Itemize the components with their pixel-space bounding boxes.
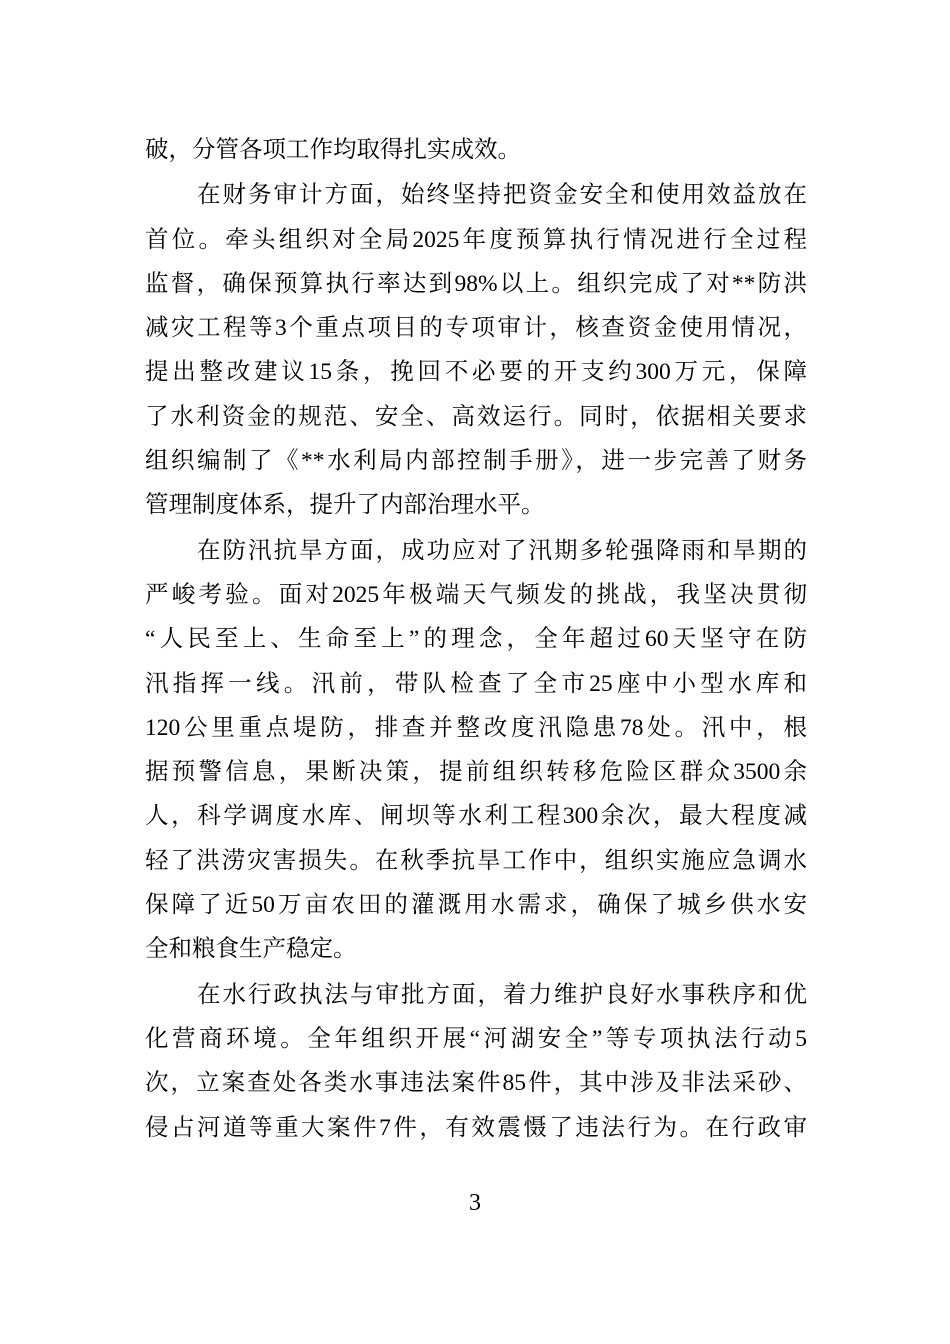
text-line: 在防汛抗旱方面，成功应对了汛期多轮强降雨和旱期的 [197,537,807,564]
paragraph [145,173,807,527]
text-line: 组织编制了《**水利局内部控制手册》，进一步完善了财务 [145,448,807,475]
text-line: 在财务审计方面，始终坚持把资金安全和使用效益放在 [197,182,807,209]
text-line: “人民至上、生命至上”的理念，全年超过60天坚守在防 [145,626,807,653]
page-number: 3 [469,1190,481,1216]
text-line: 了水利资金的规范、安全、高效运行。同时，依据相关要求 [145,403,807,430]
text-line: 化营商环境。全年组织开展“河湖安全”等专项执法行动5 [145,1025,807,1052]
paragraph [145,973,807,1150]
text-line: 首位。牵头组织对全局2025年度预算执行情况进行全过程 [145,226,807,253]
text-line: 全和粮食生产稳定。 [145,936,357,963]
text-line: 汛指挥一线。汛前，带队检查了全市25座中小型水库和 [145,670,807,697]
text-line: 严峻考验。面对2025年极端天气频发的挑战，我坚决贯彻 [145,581,807,608]
text-line: 提出整改建议15条，挽回不必要的开支约300万元，保障 [145,359,807,386]
text-line: 120公里重点堤防，排查并整改度汛隐患78处。汛中，根 [145,714,807,741]
text-line: 侵占河道等重大案件7件，有效震慑了违法行为。在行政审 [145,1114,807,1141]
paragraph [145,128,807,172]
document-body [145,128,807,1151]
text-line: 破，分管各项工作均取得扎实成效。 [145,137,521,163]
text-line: 据预警信息，果断决策，提前组织转移危险区群众3500余 [145,759,807,786]
paragraph [145,529,807,972]
text-line: 在水行政执法与审批方面，着力维护良好水事秩序和优 [197,981,807,1008]
text-line: 管理制度体系，提升了内部治理水平。 [145,492,545,519]
text-line: 监督，确保预算执行率达到98%以上。组织完成了对**防洪 [145,270,807,297]
text-line: 次，立案查处各类水事违法案件85件，其中涉及非法采砂、 [145,1070,807,1097]
text-line: 轻了洪涝灾害损失。在秋季抗旱工作中，组织实施应急调水 [145,847,807,874]
text-line: 保障了近50万亩农田的灌溉用水需求，确保了城乡供水安 [145,892,807,919]
text-line: 减灾工程等3个重点项目的专项审计，核查资金使用情况， [145,315,807,342]
text-line: 人，科学调度水库、闸坝等水利工程300余次，最大程度减 [145,803,807,830]
